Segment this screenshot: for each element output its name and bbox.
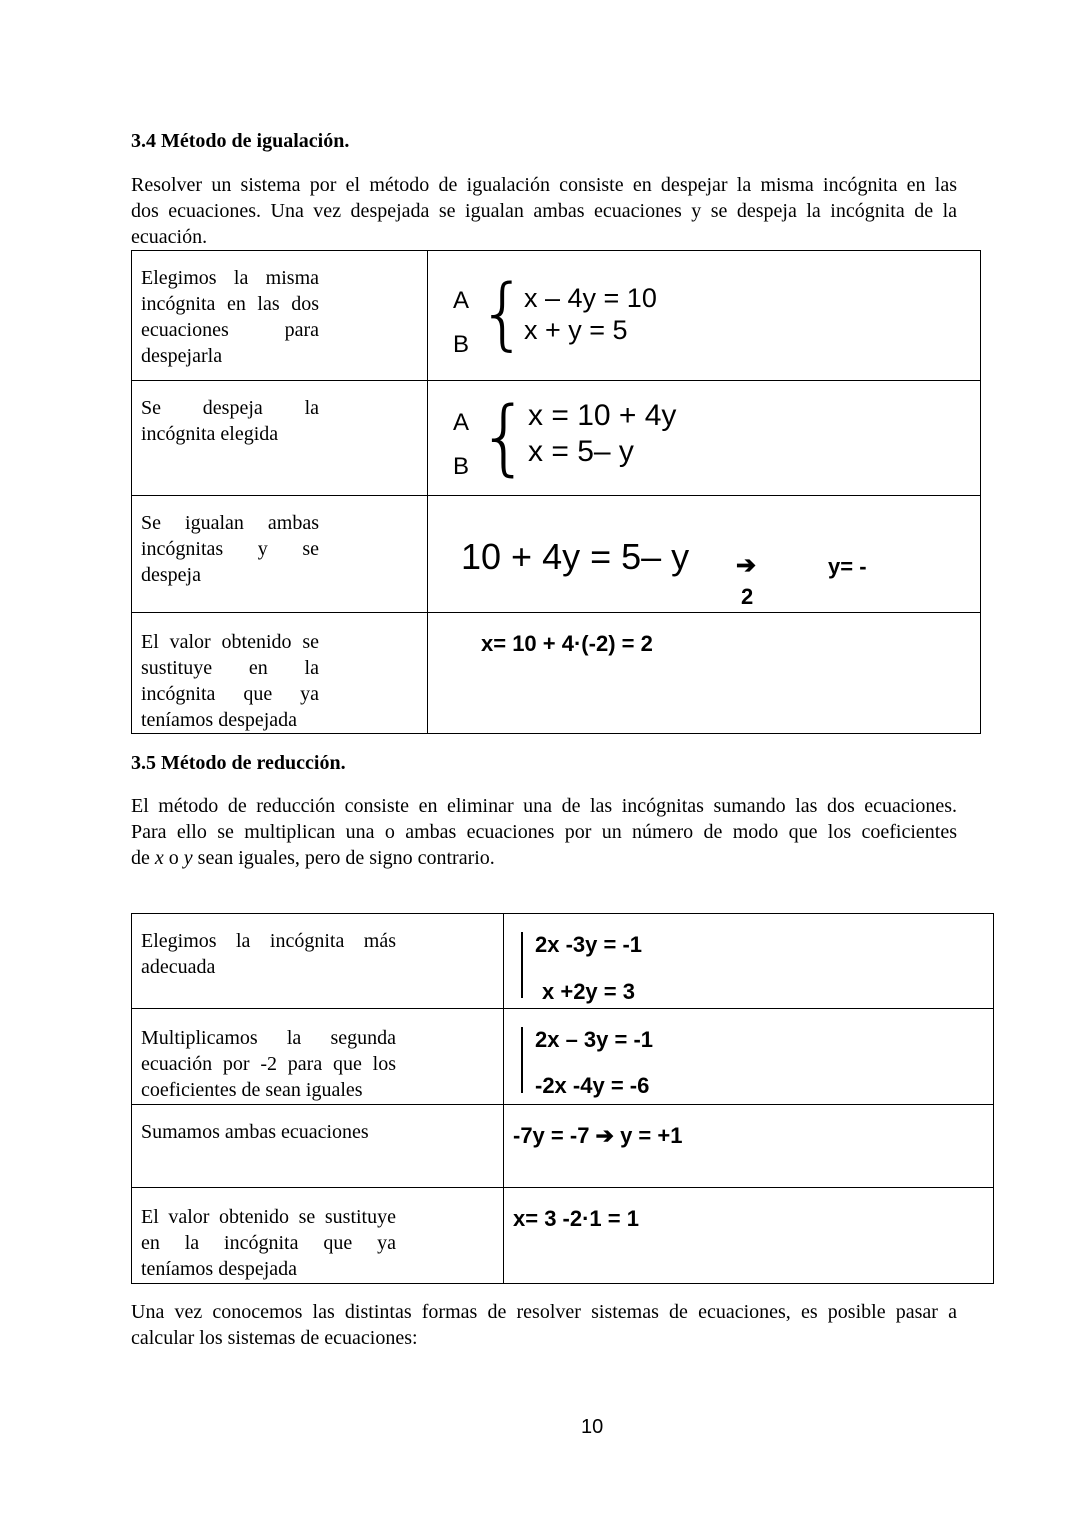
intro-line: ecuación. bbox=[131, 226, 208, 248]
text: sean iguales, pero de signo contrario. bbox=[192, 847, 495, 869]
text-line: Elegimos la incógnita más bbox=[141, 930, 396, 952]
equation-line: x= 10 + 4·(-2) = 2 bbox=[481, 631, 653, 656]
text-line: incógnita elegida bbox=[141, 423, 279, 445]
equation-line: 2x -3y = -1 bbox=[535, 932, 643, 957]
text-line: El valor obtenido se bbox=[141, 631, 319, 653]
label-b: B bbox=[453, 331, 470, 358]
equation-line: -2x -4y = -6 bbox=[535, 1073, 650, 1098]
equation-line: 2x – 3y = -1 bbox=[535, 1027, 654, 1052]
text-line: Se despeja la bbox=[141, 397, 319, 419]
equation-line: x – 4y = 10 bbox=[524, 283, 657, 313]
text-line: Sumamos ambas ecuaciones bbox=[141, 1121, 369, 1143]
equation-cell bbox=[428, 381, 981, 496]
equation-line: x = 10 + 4y bbox=[528, 399, 677, 432]
equation-line: -7y = -7 ➔ y = +1 bbox=[513, 1123, 683, 1148]
variable-y: y bbox=[183, 847, 193, 869]
text-line: ecuación por -2 para que los bbox=[141, 1053, 396, 1075]
arrow-right-icon: ➔ bbox=[736, 552, 757, 579]
reduccion-table bbox=[131, 913, 994, 1284]
step-description bbox=[132, 613, 428, 734]
text-line: adecuada bbox=[141, 956, 216, 978]
table-row bbox=[132, 1105, 994, 1188]
page-number: 10 bbox=[581, 1416, 604, 1438]
step-description bbox=[132, 496, 428, 613]
closing-line: Una vez conocemos las distintas formas de resolver sistemas de ecuaciones, es posible pasar a bbox=[131, 1301, 957, 1323]
label-a: A bbox=[453, 409, 470, 436]
section-35-intro bbox=[131, 793, 957, 871]
text-line: incógnitas y se bbox=[141, 538, 319, 560]
closing-paragraph bbox=[131, 1299, 957, 1351]
table-row bbox=[132, 251, 981, 381]
step-description bbox=[132, 1105, 504, 1188]
intro-line: Para ello se multiplican una o ambas ecuaciones por un número de modo que los coeficientes bbox=[131, 821, 957, 843]
text-line: teníamos despejada bbox=[141, 1258, 298, 1280]
step-description bbox=[132, 251, 428, 381]
text-line: Se igualan ambas bbox=[141, 512, 319, 534]
closing-line: calcular los sistemas de ecuaciones: bbox=[131, 1327, 418, 1349]
equation-line: x= 3 -2·1 = 1 bbox=[513, 1206, 639, 1231]
text-line: incógnita en las dos bbox=[141, 293, 319, 315]
text-line: despeja bbox=[141, 564, 201, 586]
equation-cell bbox=[504, 1009, 994, 1105]
step-description bbox=[132, 914, 504, 1009]
text-line: teníamos despejada bbox=[141, 709, 298, 731]
step-description bbox=[132, 381, 428, 496]
section-34-intro bbox=[131, 172, 957, 250]
step-description bbox=[132, 1188, 504, 1284]
equation-cell bbox=[504, 1105, 994, 1188]
text-line: despejarla bbox=[141, 345, 223, 367]
equation-cell bbox=[428, 251, 981, 381]
table-row bbox=[132, 381, 981, 496]
table-row bbox=[132, 1009, 994, 1105]
intro-line: Resolver un sistema por el método de igualación consiste en despejar la misma incógnita en las bbox=[131, 174, 957, 196]
section-34-title: 3.4 Método de igualación. bbox=[131, 130, 350, 152]
equation-line: x + y = 5 bbox=[524, 315, 628, 345]
text-line: Multiplicamos la segunda bbox=[141, 1027, 396, 1049]
table-row bbox=[132, 914, 994, 1009]
text-line: sustituye en la bbox=[141, 657, 319, 679]
equation-cell bbox=[504, 914, 994, 1009]
label-b: B bbox=[453, 453, 470, 480]
equation-line: x = 5– y bbox=[528, 435, 634, 468]
variable-x: x bbox=[154, 847, 164, 869]
text-line: ecuaciones para bbox=[141, 319, 319, 341]
equation-cell bbox=[504, 1188, 994, 1284]
bracket-icon bbox=[521, 1027, 523, 1093]
table-row bbox=[132, 1188, 994, 1284]
table-row bbox=[132, 496, 981, 613]
arrow-subscript: 2 bbox=[741, 584, 754, 609]
text-line: Elegimos la misma bbox=[141, 267, 319, 289]
equation-line: 10 + 4y = 5– y bbox=[461, 536, 690, 577]
label-a: A bbox=[453, 287, 470, 314]
text-line: en la incógnita que ya bbox=[141, 1232, 396, 1254]
text: de bbox=[131, 847, 155, 869]
equation-cell bbox=[428, 496, 981, 613]
bracket-icon bbox=[521, 932, 523, 998]
equation-line: x +2y = 3 bbox=[542, 979, 635, 1004]
text-line: El valor obtenido se sustituye bbox=[141, 1206, 396, 1228]
text-line: coeficientes de sean iguales bbox=[141, 1079, 363, 1101]
brace-icon: { bbox=[478, 269, 528, 359]
igualacion-table bbox=[131, 250, 981, 734]
step-description bbox=[132, 1009, 504, 1105]
section-35-title: 3.5 Método de reducción. bbox=[131, 752, 346, 774]
text-line: incógnita que ya bbox=[141, 683, 319, 705]
intro-line bbox=[131, 845, 957, 871]
table-row bbox=[132, 613, 981, 734]
intro-line: dos ecuaciones. Una vez despejada se igualan ambas ecuaciones y se despeja la incógnita de la bbox=[131, 200, 957, 222]
equation-cell bbox=[428, 613, 981, 734]
result-text: y= - bbox=[828, 554, 867, 579]
text: o bbox=[163, 847, 184, 869]
brace-icon: { bbox=[478, 390, 531, 485]
intro-line: El método de reducción consiste en eliminar una de las incógnitas sumando las dos ecuaciones. bbox=[131, 795, 957, 817]
